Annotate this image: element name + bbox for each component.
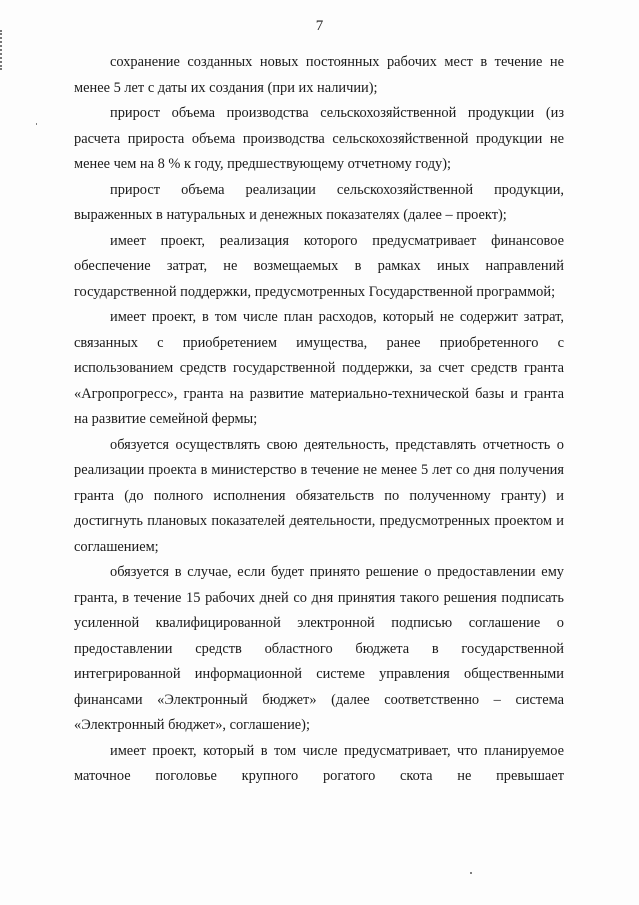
page-number: 7 bbox=[315, 18, 324, 34]
paragraph: обязуется в случае, если будет принято решение о предоставлении ему гранта, в течение 15 рабочих дней со дня принятия такого решения подписать усиленной квалифицированной электронной подписью соглашение о предоставлении средств областного бюджета в государственной интегрированной информационной системе управления общественными финансами «Электронный бюджет» (далее соответственно – система «Электронный бюджет», соглашение); bbox=[74, 564, 564, 733]
scan-speck bbox=[470, 872, 472, 874]
paragraph: имеет проект, реализация которого предусматривает финансовое обеспечение затрат, не возмещаемых в рамках иных направлений государственной поддержки, предусмотренных Государственной программой; bbox=[74, 232, 564, 300]
paragraph: имеет проект, в том числе план расходов, который не содержит затрат, связанных с приобретением имущества, ранее приобретенного с использованием средств государственной поддержки, за счет средств гранта «Агропрогресс», гранта на развитие материально-технической базы и гранта на развитие семейной фермы; bbox=[74, 309, 564, 427]
scan-edge-mark bbox=[0, 30, 5, 70]
paragraph: имеет проект, который в том числе предусматривает, что планируемое маточное поголовье крупного рогатого скота не превышает bbox=[74, 742, 564, 784]
scan-speck bbox=[36, 123, 37, 125]
paragraph: сохранение созданных новых постоянных рабочих мест в течение не менее 5 лет с даты их создания (при их наличии); bbox=[74, 54, 564, 96]
paragraph: прирост объема реализации сельскохозяйственной продукции, выраженных в натуральных и денежных показателях (далее – проект); bbox=[74, 181, 564, 223]
paragraph: прирост объема производства сельскохозяйственной продукции (из расчета прироста объема производства сельскохозяйственной продукции не менее чем на 8 % к году, предшествующему отчетному году); bbox=[74, 105, 564, 172]
paragraph: обязуется осуществлять свою деятельность, представлять отчетность о реализации проекта в министерство в течение не менее 5 лет со дня получения гранта (до полного исполнения обязательств по полученному гранту) и достигнуть плановых показателей деятельности, предусмотренных проектом и соглашением; bbox=[74, 436, 564, 555]
document-body bbox=[74, 50, 564, 790]
